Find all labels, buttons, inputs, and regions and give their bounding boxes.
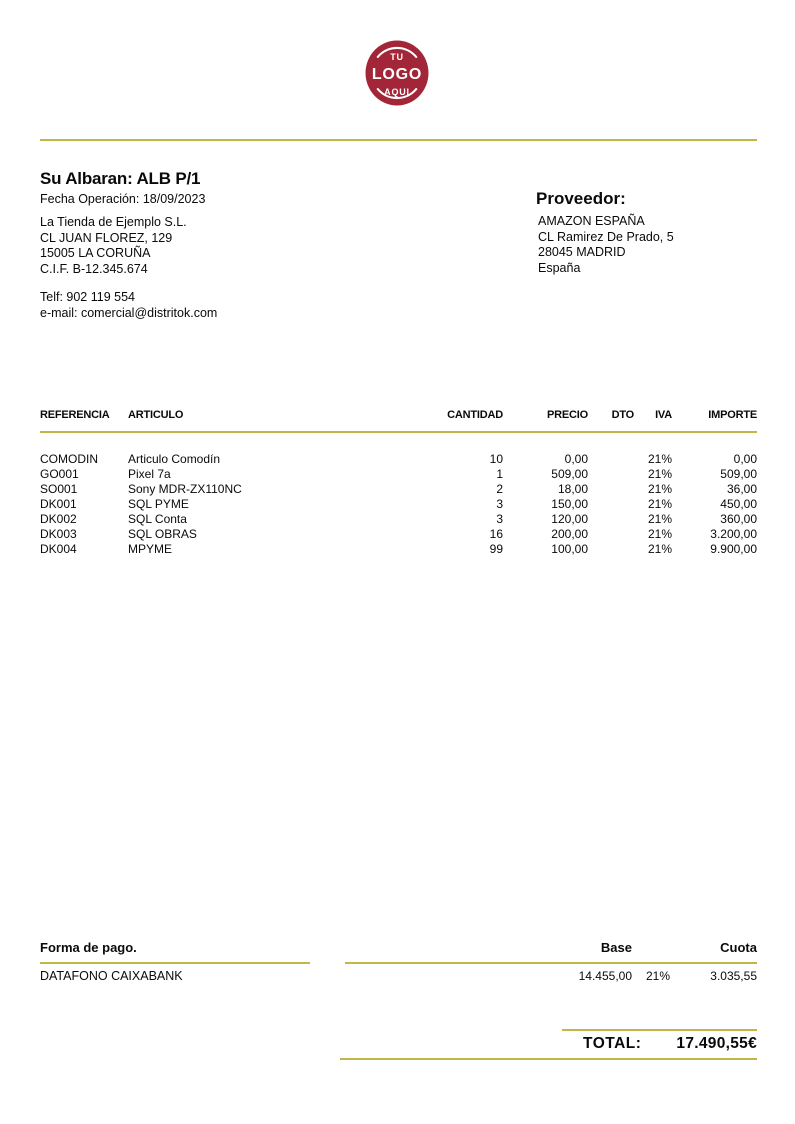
table-cell: 21% xyxy=(647,497,672,511)
table-cell: 18,00 xyxy=(557,482,588,496)
table-cell: SQL OBRAS xyxy=(128,527,197,541)
table-cell: Pixel 7a xyxy=(128,467,171,481)
table-cell: 3 xyxy=(496,512,503,526)
col-header-dto: DTO xyxy=(611,409,634,421)
payment-method-label: Forma de pago. xyxy=(40,940,137,955)
table-cell: 3 xyxy=(496,497,503,511)
table-cell: 21% xyxy=(647,527,672,541)
table-cell: 99 xyxy=(489,542,503,556)
payment-divider-left xyxy=(40,962,310,964)
table-cell xyxy=(588,452,634,467)
col-header-articulo: ARTICULO xyxy=(128,409,184,421)
proveedor-name: AMAZON ESPAÑA xyxy=(538,214,645,228)
table-cell xyxy=(588,497,634,512)
table-cell: 0,00 xyxy=(733,452,757,466)
table-cell: SO001 xyxy=(40,482,78,496)
table-cell: 3.200,00 xyxy=(710,527,757,541)
proveedor-address-block xyxy=(538,214,674,276)
table-cell: 200,00 xyxy=(551,527,588,541)
company-address-block xyxy=(40,215,187,277)
table-cell: 100,00 xyxy=(551,542,588,556)
table-cell: 120,00 xyxy=(551,512,588,526)
table-cell: DK001 xyxy=(40,497,77,511)
col-header-iva: IVA xyxy=(655,409,672,421)
items-body xyxy=(40,452,757,557)
col-header-precio: PRECIO xyxy=(547,409,588,421)
payment-method-value: DATAFONO CAIXABANK xyxy=(40,969,183,983)
document-title: Su Albaran: ALB P/1 xyxy=(40,169,201,188)
items-header-divider xyxy=(40,431,757,433)
tax-summary-divider xyxy=(345,962,757,964)
total-value: 17.490,55€ xyxy=(676,1035,757,1052)
table-row xyxy=(40,467,757,482)
table-cell xyxy=(588,542,634,557)
logo-text-tu: TU xyxy=(390,52,404,62)
table-cell: 509,00 xyxy=(720,467,757,481)
logo-badge-icon xyxy=(365,40,429,106)
logo-text-logo: LOGO xyxy=(371,66,423,83)
proveedor-country: España xyxy=(538,260,581,275)
company-street: CL JUAN FLOREZ, 129 xyxy=(40,230,173,245)
cuota-value: 3.035,55 xyxy=(710,969,757,983)
tax-summary-header xyxy=(345,940,757,955)
table-cell: 21% xyxy=(647,542,672,556)
table-row xyxy=(40,497,757,512)
table-row xyxy=(40,452,757,467)
table-row xyxy=(40,482,757,497)
table-cell: DK004 xyxy=(40,542,77,556)
table-cell xyxy=(588,512,634,527)
table-cell: DK003 xyxy=(40,527,77,541)
table-cell: 360,00 xyxy=(720,512,757,526)
table-cell: 150,00 xyxy=(551,497,588,511)
table-cell: SQL PYME xyxy=(128,497,189,511)
table-cell: 21% xyxy=(647,482,672,496)
table-cell: 9.900,00 xyxy=(710,542,757,556)
table-row xyxy=(40,542,757,557)
company-cif: C.I.F. B-12.345.674 xyxy=(40,261,148,276)
logo xyxy=(365,40,429,106)
proveedor-label: Proveedor: xyxy=(536,189,626,208)
total-divider-bottom xyxy=(340,1058,757,1060)
iva-header-spacer xyxy=(632,940,670,955)
iva-value: 21% xyxy=(645,969,670,983)
table-cell: 21% xyxy=(647,512,672,526)
table-cell: GO001 xyxy=(40,467,79,481)
table-row xyxy=(40,527,757,542)
table-cell: Articulo Comodín xyxy=(128,452,221,466)
table-cell xyxy=(588,482,634,497)
table-cell: DK002 xyxy=(40,512,77,526)
table-cell: 36,00 xyxy=(726,482,757,496)
table-cell xyxy=(588,467,634,482)
cuota-header: Cuota xyxy=(720,940,757,955)
col-header-referencia: REFERENCIA xyxy=(40,409,110,421)
company-contact-block xyxy=(40,290,217,321)
table-row xyxy=(40,512,757,527)
total-row xyxy=(340,1035,757,1053)
col-header-cantidad: CANTIDAD xyxy=(447,409,503,421)
total-divider-top xyxy=(562,1029,757,1031)
table-cell: 450,00 xyxy=(720,497,757,511)
table-cell: 509,00 xyxy=(551,467,588,481)
tax-summary-values xyxy=(345,969,757,983)
table-cell: SQL Conta xyxy=(128,512,187,526)
operation-date: Fecha Operación: 18/09/2023 xyxy=(40,192,206,206)
base-value: 14.455,00 xyxy=(578,969,632,983)
logo-text-aqui: AQUI xyxy=(384,87,410,97)
company-name: La Tienda de Ejemplo S.L. xyxy=(40,215,187,229)
base-header: Base xyxy=(600,940,632,955)
table-cell: 21% xyxy=(647,467,672,481)
top-divider xyxy=(40,139,757,141)
total-label: TOTAL: xyxy=(583,1035,642,1052)
table-cell: 10 xyxy=(489,452,503,466)
table-cell: COMODIN xyxy=(40,452,98,466)
table-cell: 0,00 xyxy=(564,452,588,466)
proveedor-street: CL Ramirez De Prado, 5 xyxy=(538,229,674,244)
company-city: 15005 LA CORUÑA xyxy=(40,246,151,260)
table-cell: 2 xyxy=(496,482,503,496)
table-cell: 16 xyxy=(489,527,503,541)
table-cell: MPYME xyxy=(128,542,173,556)
proveedor-city: 28045 MADRID xyxy=(538,245,626,259)
table-cell: Sony MDR-ZX110NC xyxy=(128,482,242,496)
table-cell: 21% xyxy=(647,452,672,466)
col-header-importe: IMPORTE xyxy=(708,409,757,421)
company-email: e-mail: comercial@distritok.com xyxy=(40,305,218,320)
company-phone: Telf: 902 119 554 xyxy=(40,290,135,304)
items-table-header xyxy=(40,409,757,421)
table-cell: 1 xyxy=(496,467,503,481)
table-cell xyxy=(588,527,634,542)
